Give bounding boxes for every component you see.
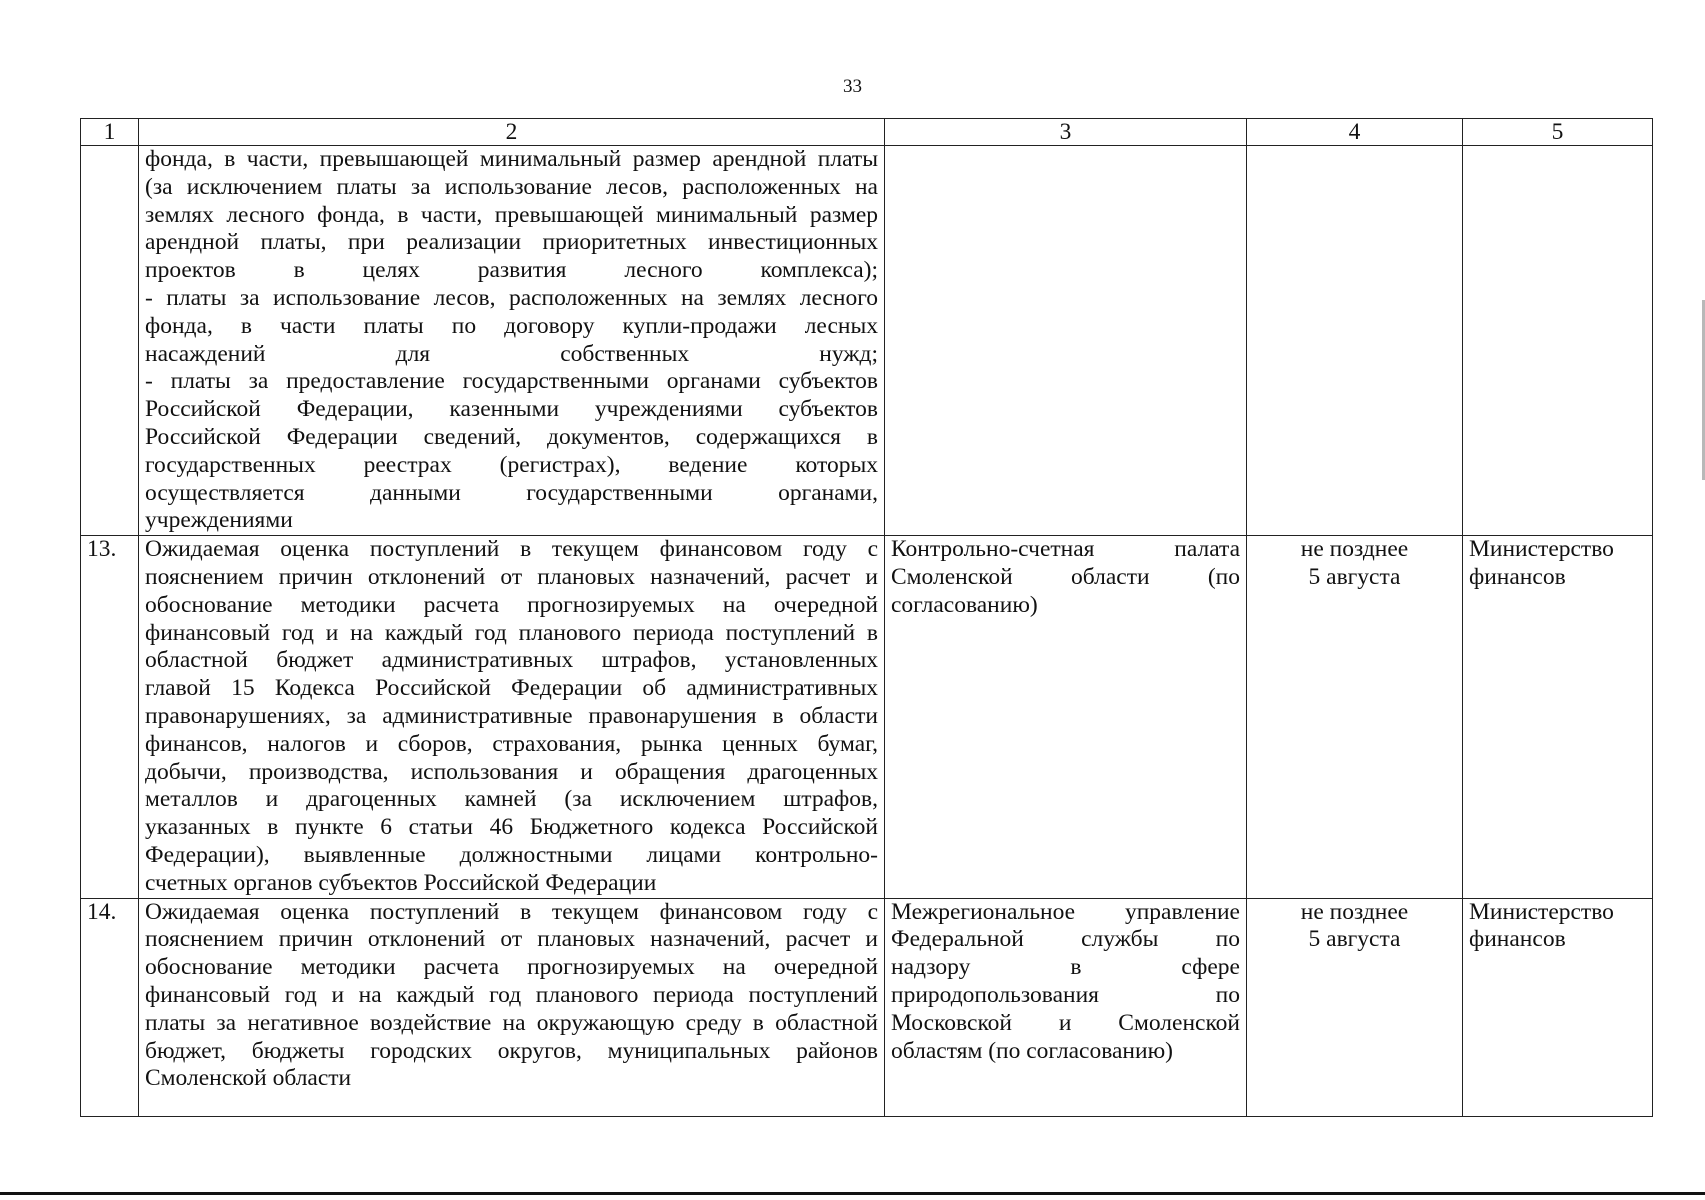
table-body	[81, 146, 1653, 1117]
description-line: финансовый год и на каждый год планового периода поступлений	[145, 981, 878, 1008]
description-line: финансовый год и на каждый год планового периода поступлений в	[145, 619, 878, 646]
description-line: осуществляется данными государственными органами,	[145, 479, 878, 506]
row-number: 13.	[81, 536, 139, 898]
description-line: Российской Федерации сведений, документов, содержащихся в	[145, 423, 878, 450]
responsible-line: согласованию)	[891, 591, 1038, 618]
description-line: арендной платы, при реализации приоритетных инвестиционных	[145, 229, 878, 256]
description-line: (за исключением платы за использование лесов, расположенных на	[145, 173, 878, 200]
description-line: указанных в пункте 6 статьи 46 Бюджетного кодекса Российской	[145, 814, 878, 841]
deadline-cell	[1247, 898, 1463, 1116]
recipient-line: Министерство	[1469, 536, 1614, 563]
table-header-row	[81, 119, 1653, 146]
responsible-line: областям (по согласованию)	[891, 1037, 1173, 1064]
description-line: Смоленской области	[145, 1065, 352, 1092]
description-line: фонда, в части платы по договору купли-продажи лесных	[145, 312, 878, 339]
bottom-rule	[0, 1192, 1705, 1195]
description-line: Ожидаемая оценка поступлений в текущем финансовом году с	[145, 898, 878, 925]
document-table	[80, 118, 1653, 1117]
recipient-cell	[1463, 536, 1653, 898]
description-line: Российской Федерации, казенными учреждениями субъектов	[145, 396, 878, 423]
deadline-line: не позднее	[1300, 536, 1409, 563]
description-line: - платы за предоставление государственными органами субъектов	[145, 368, 878, 395]
deadline-line: не позднее	[1300, 898, 1409, 925]
column-header: 5	[1463, 119, 1653, 146]
responsible-cell	[885, 536, 1247, 898]
recipient-line: Министерство	[1469, 898, 1614, 925]
description-line: обоснование методики расчета прогнозируемых на очередной	[145, 954, 878, 981]
description-line: счетных органов субъектов Российской Федерации	[145, 869, 657, 896]
recipient-cell	[1463, 898, 1653, 1116]
responsible-line: Межрегиональное управление	[891, 898, 1240, 925]
description-line: финансов, налогов и сборов, страхования, рынка ценных бумаг,	[145, 730, 878, 757]
description-line: Ожидаемая оценка поступлений в текущем финансовом году с	[145, 536, 878, 563]
column-header: 2	[139, 119, 885, 146]
responsible-line: Контрольно-счетная палата	[891, 536, 1240, 563]
table-row	[81, 898, 1653, 1116]
responsible-line: природопользования по	[891, 981, 1240, 1008]
deadline-line: 5 августа	[1308, 926, 1401, 953]
deadline-cell	[1247, 146, 1463, 536]
row-number: 14.	[81, 898, 139, 1116]
description-line: Федерации), выявленные должностными лицами контрольно-	[145, 841, 878, 868]
responsible-line: надзору в сфере	[891, 954, 1240, 981]
description-line: проектов в целях развития лесного комплекса);	[145, 257, 878, 284]
column-header: 3	[885, 119, 1247, 146]
recipient-line: финансов	[1469, 926, 1566, 953]
row-number	[81, 146, 139, 536]
description-cell	[139, 898, 885, 1116]
description-line: платы за негативное воздействие на окружающую среду в областной	[145, 1009, 878, 1036]
description-line: государственных реестрах (регистрах), ведение которых	[145, 451, 878, 478]
description-line: пояснением причин отклонений от плановых назначений, расчет и	[145, 926, 878, 953]
description-line: - платы за использование лесов, расположенных на землях лесного	[145, 284, 878, 311]
column-header: 4	[1247, 119, 1463, 146]
table-row	[81, 146, 1653, 536]
column-header: 1	[81, 119, 139, 146]
description-line: землях лесного фонда, в части, превышающей минимальный размер	[145, 201, 878, 228]
description-cell	[139, 536, 885, 898]
responsible-cell	[885, 146, 1247, 536]
recipient-cell	[1463, 146, 1653, 536]
deadline-line: 5 августа	[1308, 563, 1401, 590]
page-number: 33	[843, 76, 862, 97]
description-line: фонда, в части, превышающей минимальный размер арендной платы	[145, 146, 878, 172]
description-line: правонарушениях, за административные правонарушения в области	[145, 702, 878, 729]
description-cell	[139, 146, 885, 536]
description-line: областной бюджет административных штрафов, установленных	[145, 647, 878, 674]
description-line: пояснением причин отклонений от плановых назначений, расчет и	[145, 563, 878, 590]
description-line: учреждениями	[145, 507, 293, 534]
description-line: главой 15 Кодекса Российской Федерации об административных	[145, 675, 878, 702]
responsible-line: Смоленской области (по	[891, 563, 1240, 590]
description-line: бюджет, бюджеты городских округов, муниципальных районов	[145, 1037, 878, 1064]
responsible-line: Федеральной службы по	[891, 926, 1240, 953]
deadline-cell	[1247, 536, 1463, 898]
description-line: насаждений для собственных нужд;	[145, 340, 878, 367]
description-line: обоснование методики расчета прогнозируемых на очередной	[145, 591, 878, 618]
description-line: добычи, производства, использования и обращения драгоценных	[145, 758, 878, 785]
table-row	[81, 536, 1653, 898]
recipient-line: финансов	[1469, 563, 1566, 590]
responsible-line: Московской и Смоленской	[891, 1009, 1240, 1036]
description-line: металлов и драгоценных камней (за исключением штрафов,	[145, 786, 878, 813]
responsible-cell	[885, 898, 1247, 1116]
